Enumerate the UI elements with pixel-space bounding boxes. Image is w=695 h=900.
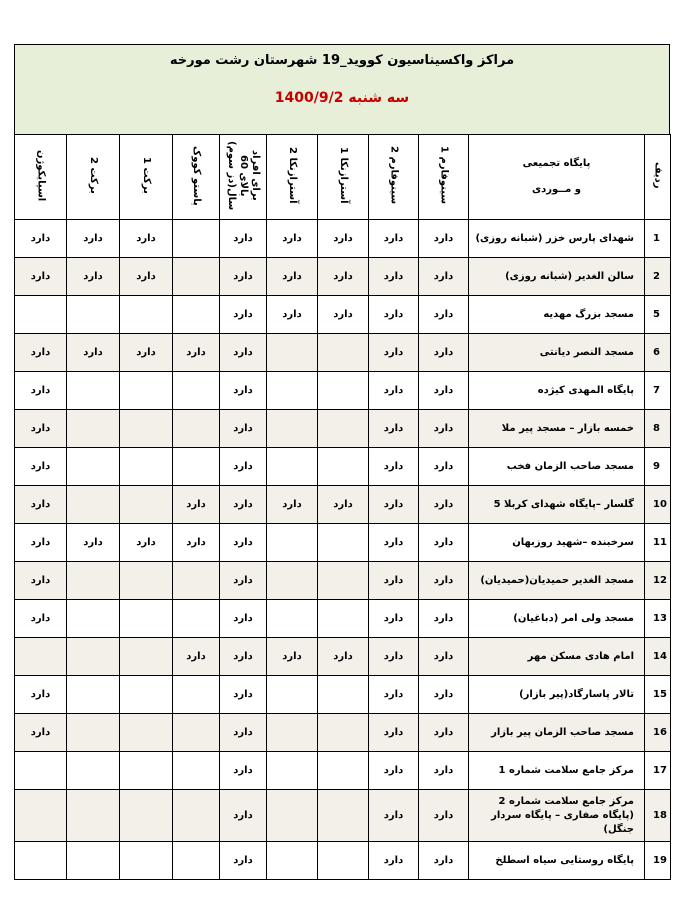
availability-cell-sino2: دارد — [369, 524, 419, 562]
availability-cell-spikogen: دارد — [15, 524, 67, 562]
availability-cell-pastocovac — [173, 448, 220, 486]
column-header-pastocovac — [173, 135, 220, 220]
row-index: 7 — [645, 372, 671, 410]
column-header-label: سینوفارم 1 — [438, 146, 450, 205]
availability-cell-astra1 — [318, 842, 369, 880]
availability-cell-astra2 — [267, 372, 318, 410]
availability-cell-spikogen: دارد — [15, 714, 67, 752]
availability-cell-pastocovac — [173, 372, 220, 410]
availability-cell-sino1: دارد — [419, 448, 469, 486]
row-index: 17 — [645, 752, 671, 790]
row-index: 18 — [645, 790, 671, 842]
page-title: مراکز واکسیناسیون کووید_19 شهرستان رشت مورخه — [169, 53, 515, 68]
site-name: مرکز جامع سلامت شماره 2 (پایگاه صفاری – پایگاه سردار جنگل) — [469, 790, 645, 842]
availability-cell-sino1: دارد — [419, 600, 469, 638]
row-index: 13 — [645, 600, 671, 638]
availability-cell-barekat1 — [120, 790, 173, 842]
availability-cell-pastocovac: دارد — [173, 524, 220, 562]
column-header-over60 — [220, 135, 267, 220]
column-header-label: آسترازنکا 1 — [338, 147, 349, 204]
availability-cell-spikogen — [15, 790, 67, 842]
table-row — [15, 258, 671, 296]
availability-cell-over60: دارد — [220, 714, 267, 752]
availability-cell-sino2: دارد — [369, 600, 419, 638]
row-index: 19 — [645, 842, 671, 880]
availability-cell-spikogen: دارد — [15, 410, 67, 448]
availability-cell-barekat1 — [120, 676, 173, 714]
table-row — [15, 638, 671, 676]
availability-cell-astra1 — [318, 562, 369, 600]
availability-cell-pastocovac — [173, 752, 220, 790]
table-header-row — [15, 135, 671, 220]
availability-cell-spikogen: دارد — [15, 258, 67, 296]
row-index: 15 — [645, 676, 671, 714]
table-row — [15, 752, 671, 790]
availability-cell-barekat2 — [67, 448, 120, 486]
availability-cell-over60: دارد — [220, 220, 267, 258]
availability-cell-barekat1: دارد — [120, 524, 173, 562]
column-header-astra2 — [267, 135, 318, 220]
column-header-label: آسترازنکا 2 — [287, 147, 298, 204]
row-index: 14 — [645, 638, 671, 676]
column-header-site — [469, 135, 645, 220]
availability-cell-astra2 — [267, 714, 318, 752]
site-name: تالار پاسارگاد(پیر بازار) — [469, 676, 645, 714]
column-header-label: اسپایکوژن — [35, 149, 47, 202]
availability-cell-astra1 — [318, 600, 369, 638]
table-row — [15, 790, 671, 842]
availability-cell-sino1: دارد — [419, 562, 469, 600]
row-index: 11 — [645, 524, 671, 562]
availability-cell-sino2: دارد — [369, 372, 419, 410]
availability-cell-barekat2 — [67, 752, 120, 790]
table-row — [15, 448, 671, 486]
site-name: مسجد بزرگ مهدیه — [469, 296, 645, 334]
site-name: مسجد النصر دیانتی — [469, 334, 645, 372]
column-header-label: سینوفارم 2 — [388, 146, 400, 205]
table-row — [15, 524, 671, 562]
table-row — [15, 296, 671, 334]
availability-cell-barekat1 — [120, 486, 173, 524]
availability-cell-spikogen: دارد — [15, 676, 67, 714]
availability-cell-astra1 — [318, 676, 369, 714]
availability-cell-barekat1 — [120, 714, 173, 752]
table-row — [15, 220, 671, 258]
availability-cell-spikogen: دارد — [15, 372, 67, 410]
availability-cell-over60: دارد — [220, 258, 267, 296]
availability-cell-over60: دارد — [220, 410, 267, 448]
row-index: 9 — [645, 448, 671, 486]
column-header-barekat1 — [120, 135, 173, 220]
row-index: 8 — [645, 410, 671, 448]
availability-cell-astra1: دارد — [318, 296, 369, 334]
table-row — [15, 486, 671, 524]
availability-cell-astra1: دارد — [318, 220, 369, 258]
availability-cell-astra2 — [267, 600, 318, 638]
availability-cell-barekat1 — [120, 842, 173, 880]
availability-cell-astra2 — [267, 842, 318, 880]
availability-cell-pastocovac: دارد — [173, 486, 220, 524]
availability-cell-sino1: دارد — [419, 842, 469, 880]
availability-cell-barekat1 — [120, 562, 173, 600]
site-name: مرکز جامع سلامت شماره 1 — [469, 752, 645, 790]
availability-cell-spikogen — [15, 638, 67, 676]
availability-cell-barekat2 — [67, 296, 120, 334]
availability-cell-sino1: دارد — [419, 714, 469, 752]
availability-cell-sino2: دارد — [369, 410, 419, 448]
site-name: مسجد ولی امر (دباغیان) — [469, 600, 645, 638]
availability-cell-barekat1 — [120, 600, 173, 638]
availability-cell-spikogen — [15, 296, 67, 334]
availability-cell-astra1 — [318, 410, 369, 448]
availability-cell-astra1 — [318, 334, 369, 372]
availability-cell-over60: دارد — [220, 600, 267, 638]
availability-cell-spikogen: دارد — [15, 486, 67, 524]
availability-cell-sino2: دارد — [369, 790, 419, 842]
availability-cell-over60: دارد — [220, 448, 267, 486]
availability-cell-sino1: دارد — [419, 334, 469, 372]
availability-cell-astra2 — [267, 410, 318, 448]
site-name: مسجد صاحب الزمان فخب — [469, 448, 645, 486]
availability-cell-barekat1 — [120, 638, 173, 676]
row-index: 16 — [645, 714, 671, 752]
site-name: مسجد الغدیر حمیدیان(حمیدیان) — [469, 562, 645, 600]
availability-cell-barekat2 — [67, 638, 120, 676]
availability-cell-over60: دارد — [220, 296, 267, 334]
column-header-label: برای افراد بالای 60 سال(دز سوم) — [226, 140, 261, 211]
row-index: 2 — [645, 258, 671, 296]
site-name: سرخبنده –شهید روزبهان — [469, 524, 645, 562]
site-name: خمسه بازار – مسجد پیر ملا — [469, 410, 645, 448]
availability-cell-astra2 — [267, 752, 318, 790]
availability-cell-barekat1 — [120, 296, 173, 334]
availability-cell-astra1 — [318, 790, 369, 842]
table-row — [15, 714, 671, 752]
availability-cell-sino1: دارد — [419, 790, 469, 842]
page-date: سه شنبه 1400/9/2 — [274, 90, 410, 106]
availability-cell-over60: دارد — [220, 752, 267, 790]
availability-cell-sino1: دارد — [419, 752, 469, 790]
availability-cell-spikogen: دارد — [15, 220, 67, 258]
availability-cell-astra2 — [267, 676, 318, 714]
availability-cell-sino2: دارد — [369, 562, 419, 600]
availability-cell-pastocovac — [173, 258, 220, 296]
table-row — [15, 842, 671, 880]
site-name: گلسار –پایگاه شهدای کربلا 5 — [469, 486, 645, 524]
availability-cell-sino2: دارد — [369, 638, 419, 676]
availability-cell-pastocovac — [173, 842, 220, 880]
availability-cell-over60: دارد — [220, 842, 267, 880]
availability-cell-over60: دارد — [220, 486, 267, 524]
row-index: 5 — [645, 296, 671, 334]
availability-cell-spikogen: دارد — [15, 334, 67, 372]
availability-cell-barekat2: دارد — [67, 258, 120, 296]
row-index: 6 — [645, 334, 671, 372]
availability-cell-barekat2 — [67, 562, 120, 600]
availability-cell-pastocovac — [173, 790, 220, 842]
availability-cell-sino1: دارد — [419, 676, 469, 714]
availability-cell-sino2: دارد — [369, 448, 419, 486]
table-row — [15, 410, 671, 448]
column-header-barekat2 — [67, 135, 120, 220]
availability-cell-barekat1: دارد — [120, 334, 173, 372]
availability-cell-pastocovac: دارد — [173, 334, 220, 372]
row-index: 1 — [645, 220, 671, 258]
availability-cell-barekat1: دارد — [120, 220, 173, 258]
availability-cell-pastocovac — [173, 676, 220, 714]
availability-cell-pastocovac — [173, 296, 220, 334]
site-name: شهدای پارس خزر (شبانه روزی) — [469, 220, 645, 258]
column-header-index — [645, 135, 671, 220]
availability-cell-over60: دارد — [220, 524, 267, 562]
availability-cell-barekat2: دارد — [67, 334, 120, 372]
table-row — [15, 562, 671, 600]
column-header-sino1 — [419, 135, 469, 220]
column-header-sino2 — [369, 135, 419, 220]
column-header-label: برکت 2 — [88, 157, 99, 194]
availability-cell-barekat2 — [67, 714, 120, 752]
table-row — [15, 676, 671, 714]
vaccination-sheet — [14, 44, 670, 880]
availability-cell-astra1 — [318, 752, 369, 790]
site-name: سالن الغدیر (شبانه روزی) — [469, 258, 645, 296]
availability-cell-astra2 — [267, 448, 318, 486]
row-index: 10 — [645, 486, 671, 524]
availability-cell-spikogen — [15, 842, 67, 880]
site-name: پایگاه روستایی سیاه اسطلخ — [469, 842, 645, 880]
availability-cell-astra1 — [318, 448, 369, 486]
table-row — [15, 334, 671, 372]
availability-cell-spikogen: دارد — [15, 562, 67, 600]
availability-cell-barekat1 — [120, 752, 173, 790]
availability-cell-sino2: دارد — [369, 258, 419, 296]
table-row — [15, 600, 671, 638]
availability-cell-barekat1 — [120, 410, 173, 448]
availability-cell-sino2: دارد — [369, 220, 419, 258]
availability-cell-astra2 — [267, 790, 318, 842]
availability-cell-over60: دارد — [220, 638, 267, 676]
availability-cell-barekat2 — [67, 676, 120, 714]
availability-cell-pastocovac — [173, 562, 220, 600]
availability-cell-sino1: دارد — [419, 524, 469, 562]
availability-cell-barekat2: دارد — [67, 524, 120, 562]
availability-cell-pastocovac — [173, 600, 220, 638]
availability-cell-astra2 — [267, 562, 318, 600]
availability-cell-astra2: دارد — [267, 258, 318, 296]
availability-cell-barekat1 — [120, 448, 173, 486]
availability-cell-pastocovac — [173, 220, 220, 258]
availability-cell-sino1: دارد — [419, 410, 469, 448]
availability-cell-over60: دارد — [220, 562, 267, 600]
availability-cell-sino1: دارد — [419, 638, 469, 676]
availability-cell-sino2: دارد — [369, 334, 419, 372]
column-header-astra1 — [318, 135, 369, 220]
availability-cell-astra1: دارد — [318, 638, 369, 676]
availability-cell-over60: دارد — [220, 372, 267, 410]
availability-cell-spikogen: دارد — [15, 448, 67, 486]
availability-cell-astra1: دارد — [318, 258, 369, 296]
availability-cell-pastocovac — [173, 410, 220, 448]
column-header-spikogen — [15, 135, 67, 220]
availability-cell-astra2: دارد — [267, 220, 318, 258]
table-row — [15, 372, 671, 410]
availability-cell-barekat1 — [120, 372, 173, 410]
site-name: امام هادی مسکن مهر — [469, 638, 645, 676]
availability-cell-pastocovac — [173, 714, 220, 752]
availability-cell-over60: دارد — [220, 790, 267, 842]
availability-cell-astra2: دارد — [267, 486, 318, 524]
availability-cell-sino2: دارد — [369, 676, 419, 714]
availability-cell-over60: دارد — [220, 676, 267, 714]
availability-cell-sino1: دارد — [419, 220, 469, 258]
availability-cell-barekat2: دارد — [67, 220, 120, 258]
availability-cell-barekat2 — [67, 372, 120, 410]
column-header-label: پاستو کووک — [191, 145, 202, 206]
availability-cell-pastocovac: دارد — [173, 638, 220, 676]
availability-cell-astra1: دارد — [318, 486, 369, 524]
availability-cell-sino1: دارد — [419, 258, 469, 296]
row-index: 12 — [645, 562, 671, 600]
availability-cell-sino1: دارد — [419, 372, 469, 410]
availability-cell-astra2 — [267, 524, 318, 562]
availability-cell-barekat2 — [67, 410, 120, 448]
availability-cell-barekat2 — [67, 842, 120, 880]
availability-cell-astra1 — [318, 372, 369, 410]
availability-cell-barekat2 — [67, 486, 120, 524]
availability-cell-astra1 — [318, 524, 369, 562]
availability-cell-sino2: دارد — [369, 296, 419, 334]
site-name: مسجد صاحب الزمان پیر بازار — [469, 714, 645, 752]
column-header-label: برکت 1 — [141, 157, 152, 194]
site-name: پایگاه المهدی کیژده — [469, 372, 645, 410]
availability-cell-spikogen — [15, 752, 67, 790]
availability-cell-astra2 — [267, 334, 318, 372]
index-header-label: ردیف — [652, 162, 664, 189]
centers-table — [14, 134, 671, 880]
availability-cell-astra2: دارد — [267, 296, 318, 334]
site-header-line1: پایگاه تجمیعی — [522, 158, 591, 169]
availability-cell-barekat2 — [67, 600, 120, 638]
availability-cell-barekat1: دارد — [120, 258, 173, 296]
site-header-line2: و مــوردی — [531, 184, 582, 195]
sheet-header — [14, 44, 670, 134]
availability-cell-astra1 — [318, 714, 369, 752]
availability-cell-sino1: دارد — [419, 486, 469, 524]
availability-cell-sino2: دارد — [369, 714, 419, 752]
availability-cell-astra2: دارد — [267, 638, 318, 676]
availability-cell-sino2: دارد — [369, 752, 419, 790]
availability-cell-sino1: دارد — [419, 296, 469, 334]
availability-cell-sino2: دارد — [369, 486, 419, 524]
availability-cell-spikogen: دارد — [15, 600, 67, 638]
availability-cell-over60: دارد — [220, 334, 267, 372]
availability-cell-sino2: دارد — [369, 842, 419, 880]
availability-cell-barekat2 — [67, 790, 120, 842]
table-body — [15, 220, 671, 880]
